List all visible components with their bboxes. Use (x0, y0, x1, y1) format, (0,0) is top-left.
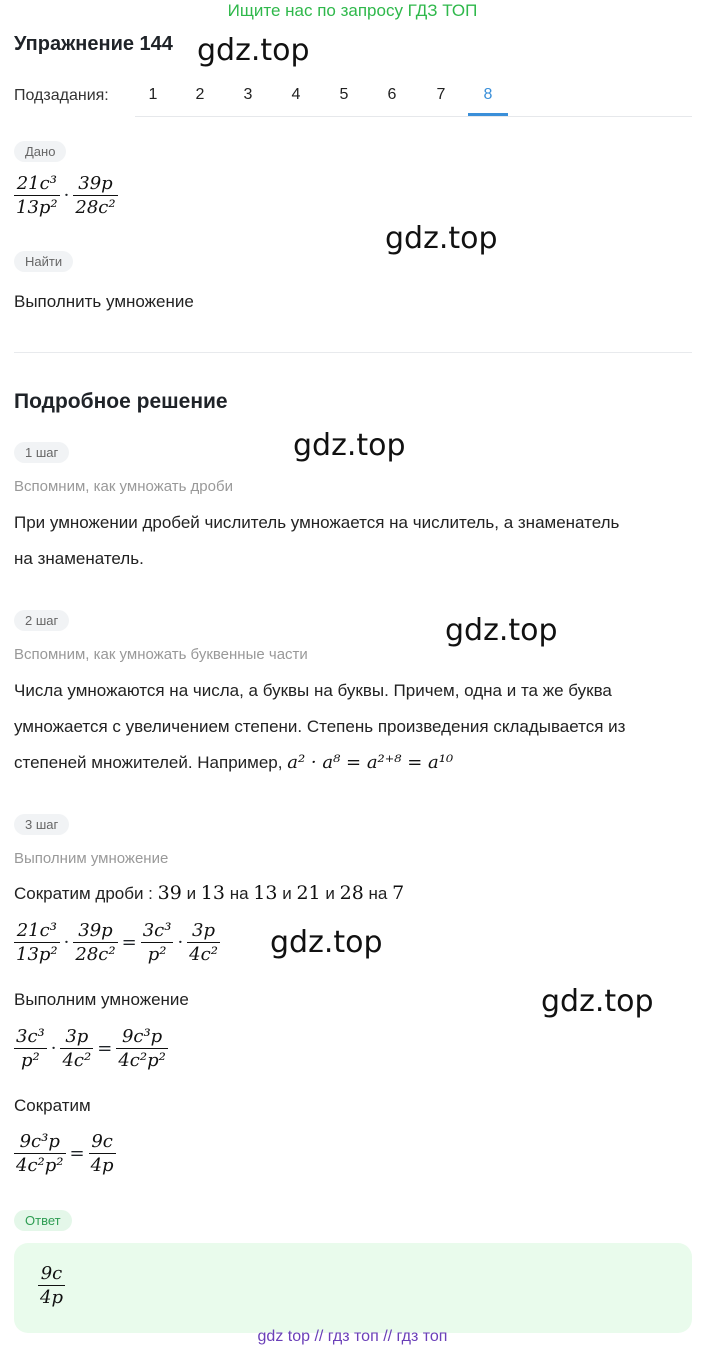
page-title: Упражнение 144 (14, 33, 173, 55)
fraction: $\frac{\text{9c³p}}{\text{4c²p²}}$ (118, 1026, 166, 1071)
fraction: $\frac{39p}{\text{28c²}}$ (75, 920, 116, 965)
fraction: $\frac{\text{21c³}}{\text{13p²}}$ (16, 173, 58, 218)
tab-6[interactable]: 6 (387, 86, 397, 103)
step-1-text: При умножении дробей числитель умножается на числитель, а знаменатель на знаменатель. (14, 513, 620, 568)
active-tab-indicator (468, 113, 508, 116)
tab-5[interactable]: 5 (339, 86, 349, 103)
step-1-badge: 1 шаг (14, 442, 69, 463)
tab-2[interactable]: 2 (195, 86, 205, 103)
search-banner: Ищите нас по запросу ГДЗ ТОП (227, 1, 478, 20)
fraction: $\frac{\text{3c³}}{\text{p²}}$ (142, 920, 172, 965)
answer-box (14, 1243, 692, 1333)
fraction: $\frac{39p}{\text{28c²}}$ (75, 173, 116, 218)
step-2-subtitle: Вспомним, как умножать буквенные части (14, 646, 308, 663)
step-3-badge: 3 шаг (14, 814, 69, 835)
solution-title: Подробное решение (14, 390, 228, 413)
find-badge: Найти (14, 251, 73, 272)
tab-7[interactable]: 7 (436, 86, 446, 103)
tab-4[interactable]: 4 (291, 86, 301, 103)
watermark: gdz.top (541, 984, 654, 1019)
fraction: $\frac{3p}{\text{4c²}}$ (189, 920, 218, 965)
subtasks-label: Подзадания: (14, 87, 109, 104)
tab-8[interactable]: 8 (483, 86, 493, 103)
answer-expression (38, 1263, 65, 1308)
watermark: gdz.top (293, 428, 406, 463)
equation-3: $\frac{\text{9c³p}}{\text{4c²p²}}$ = $\frac{9c}{4p}$ (16, 1131, 114, 1176)
step-2-badge: 2 шаг (14, 610, 69, 631)
fraction: $\frac{9c}{4p}$ (40, 1263, 63, 1308)
answer-badge: Ответ (14, 1210, 72, 1231)
fraction: $\frac{9c}{4p}$ (90, 1131, 114, 1176)
reduce-text: Сократим дроби : 39 и 13 на 13 и 21 и 28 на 7 (14, 882, 405, 904)
given-badge: Дано (14, 141, 66, 162)
watermark: gdz.top (270, 925, 383, 960)
find-text: Выполнить умножение (14, 292, 194, 311)
watermark: gdz.top (197, 33, 310, 68)
step-2-text: Числа умножаются на числа, а буквы на буквы. Причем, одна и та же буква умножается с увеличением степени. Степень произведения складывается из степеней множителей. Например, a² · a⁸ = a²⁺⁸ = a¹⁰ (14, 681, 626, 773)
multiply-label: Выполним умножение (14, 990, 189, 1009)
fraction: $\frac{3p}{\text{4c²}}$ (62, 1026, 92, 1071)
watermark: gdz.top (445, 613, 558, 648)
equation-2: $\frac{\text{3c³}}{\text{p²}}$ · $\frac{3p}{\text{4c²}}$ = $\frac{\text{9c³p}}{\text{4c²p²}}$ (16, 1026, 166, 1071)
subtask-tabs (135, 76, 692, 117)
step-1-subtitle: Вспомним, как умножать дроби (14, 478, 233, 495)
footer-links[interactable]: gdz top // гдз топ // гдз топ (257, 1328, 448, 1345)
tab-1[interactable]: 1 (148, 86, 158, 103)
step-3-subtitle: Выполним умножение (14, 850, 169, 867)
reduce-label: Сократим (14, 1096, 91, 1115)
watermark: gdz.top (385, 221, 498, 256)
fraction: $\frac{\text{21c³}}{\text{13p²}}$ (16, 920, 58, 965)
given-expression: $\frac{\text{21c³}}{\text{13p²}}$ · $\frac{39p}{\text{28c²}}$ (16, 173, 116, 218)
fraction: $\frac{\text{9c³p}}{\text{4c²p²}}$ (16, 1131, 64, 1176)
divider (14, 352, 692, 353)
example-formula: a² · a⁸ = a²⁺⁸ = a¹⁰ (287, 752, 454, 773)
fraction: $\frac{\text{3c³}}{\text{p²}}$ (16, 1026, 45, 1071)
equation-1: $\frac{\text{21c³}}{\text{13p²}}$ · $\frac{39p}{\text{28c²}}$ = $\frac{\text{3c³}}{\text{p²}}$ · $\frac{3p}{\text{4c²}}$ (16, 920, 218, 965)
tab-3[interactable]: 3 (243, 86, 253, 103)
